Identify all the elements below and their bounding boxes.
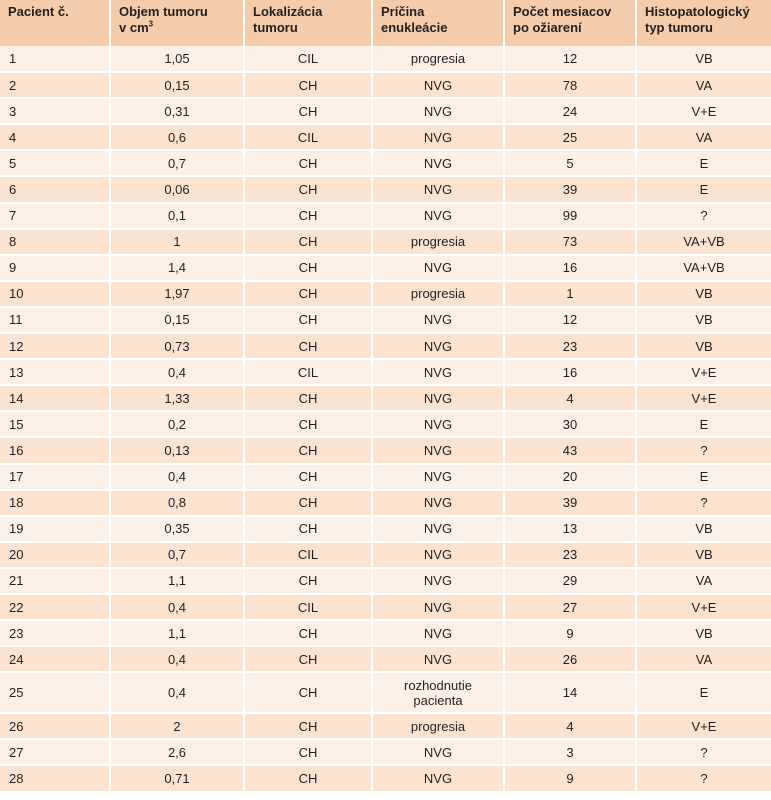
cell-mesiace: 27 <box>504 594 636 620</box>
table-row <box>0 594 771 620</box>
header-histo-line2: typ tumoru <box>645 20 713 35</box>
cell-pricina: NVG <box>372 739 504 765</box>
cell-objem: 1,1 <box>110 620 244 646</box>
cell-objem: 0,71 <box>110 765 244 791</box>
cell-pacient: 27 <box>0 739 110 765</box>
cell-typ: ? <box>636 437 771 463</box>
table-row <box>0 98 771 124</box>
cell-objem: 0,73 <box>110 333 244 359</box>
cell-pacient: 23 <box>0 620 110 646</box>
cell-pricina: NVG <box>372 765 504 791</box>
cell-lokalizacia: CH <box>244 713 372 739</box>
cell-lokalizacia: CH <box>244 464 372 490</box>
header-row <box>0 0 771 46</box>
header-lokalizacia-line1: Lokalizácia <box>253 4 323 19</box>
cell-mesiace: 24 <box>504 98 636 124</box>
cell-objem: 1 <box>110 229 244 255</box>
table-row <box>0 124 771 150</box>
cell-pricina: NVG <box>372 594 504 620</box>
cell-pricina: NVG <box>372 150 504 176</box>
cell-mesiace: 12 <box>504 46 636 72</box>
cell-typ: VB <box>636 46 771 72</box>
cell-pacient: 1 <box>0 46 110 72</box>
table-row <box>0 713 771 739</box>
cell-pacient: 12 <box>0 333 110 359</box>
cell-lokalizacia: CH <box>244 176 372 202</box>
cell-mesiace: 4 <box>504 385 636 411</box>
cell-objem: 1,1 <box>110 568 244 594</box>
cell-pricina: NVG <box>372 307 504 333</box>
cell-objem: 2 <box>110 713 244 739</box>
cell-pacient: 25 <box>0 672 110 713</box>
cell-mesiace: 43 <box>504 437 636 463</box>
cell-pricina: NVG <box>372 568 504 594</box>
cell-objem: 0,4 <box>110 594 244 620</box>
header-histo <box>636 0 771 46</box>
cell-typ: ? <box>636 490 771 516</box>
cell-mesiace: 25 <box>504 124 636 150</box>
cell-lokalizacia: CIL <box>244 542 372 568</box>
header-pocet-line1: Počet mesiacov <box>513 4 612 19</box>
cell-pacient: 6 <box>0 176 110 202</box>
header-pricina-line1: Príčina <box>381 4 425 19</box>
table-row <box>0 229 771 255</box>
cell-pricina: NVG <box>372 98 504 124</box>
cell-pricina: progresia <box>372 46 504 72</box>
cell-pricina: NVG <box>372 72 504 98</box>
header-pricina <box>372 0 504 46</box>
cell-mesiace: 39 <box>504 490 636 516</box>
cell-pricina: NVG <box>372 490 504 516</box>
table-row <box>0 464 771 490</box>
cell-pacient: 14 <box>0 385 110 411</box>
header-objem <box>110 0 244 46</box>
cell-mesiace: 4 <box>504 713 636 739</box>
cell-mesiace: 73 <box>504 229 636 255</box>
cell-objem: 0,15 <box>110 72 244 98</box>
cell-typ: VB <box>636 620 771 646</box>
cell-objem: 1,33 <box>110 385 244 411</box>
table-row <box>0 490 771 516</box>
cell-mesiace: 78 <box>504 72 636 98</box>
table-row <box>0 739 771 765</box>
table-row <box>0 72 771 98</box>
header-pacient-text: Pacient č. <box>8 4 69 19</box>
cell-pacient: 9 <box>0 255 110 281</box>
cell-typ: VB <box>636 516 771 542</box>
cell-lokalizacia: CH <box>244 98 372 124</box>
cell-pacient: 19 <box>0 516 110 542</box>
cell-objem: 0,6 <box>110 124 244 150</box>
cell-objem: 1,4 <box>110 255 244 281</box>
cell-mesiace: 23 <box>504 333 636 359</box>
cell-pricina: progresia <box>372 713 504 739</box>
cell-typ: ? <box>636 203 771 229</box>
cell-mesiace: 9 <box>504 765 636 791</box>
cell-mesiace: 99 <box>504 203 636 229</box>
cell-pacient: 17 <box>0 464 110 490</box>
cell-objem: 2,6 <box>110 739 244 765</box>
cell-pacient: 24 <box>0 646 110 672</box>
table-row <box>0 255 771 281</box>
cell-objem: 1,97 <box>110 281 244 307</box>
cell-lokalizacia: CH <box>244 568 372 594</box>
cell-lokalizacia: CH <box>244 255 372 281</box>
table-row <box>0 176 771 202</box>
table-row <box>0 765 771 791</box>
cell-typ: E <box>636 464 771 490</box>
cell-pricina: NVG <box>372 464 504 490</box>
cell-typ: VA <box>636 646 771 672</box>
cell-pricina: NVG <box>372 542 504 568</box>
cell-typ: VB <box>636 542 771 568</box>
cell-pacient: 5 <box>0 150 110 176</box>
cell-pacient: 10 <box>0 281 110 307</box>
table-header <box>0 0 771 46</box>
table-row <box>0 437 771 463</box>
cell-lokalizacia: CIL <box>244 359 372 385</box>
cell-objem: 0,31 <box>110 98 244 124</box>
cell-objem: 0,4 <box>110 646 244 672</box>
cell-mesiace: 29 <box>504 568 636 594</box>
cell-pacient: 13 <box>0 359 110 385</box>
cell-lokalizacia: CH <box>244 72 372 98</box>
cell-objem: 0,15 <box>110 307 244 333</box>
cell-pacient: 22 <box>0 594 110 620</box>
cell-typ: VB <box>636 307 771 333</box>
cell-lokalizacia: CH <box>244 150 372 176</box>
cell-lokalizacia: CIL <box>244 124 372 150</box>
cell-lokalizacia: CH <box>244 411 372 437</box>
header-objem-line1: Objem tumoru <box>119 4 208 19</box>
header-objem-line2: v cm <box>119 20 149 35</box>
cell-pacient: 16 <box>0 437 110 463</box>
cell-pricina: rozhodnutie pacienta <box>372 672 504 713</box>
cell-mesiace: 12 <box>504 307 636 333</box>
cell-pricina: NVG <box>372 516 504 542</box>
cell-objem: 0,4 <box>110 672 244 713</box>
cell-typ: V+E <box>636 594 771 620</box>
cell-objem: 0,1 <box>110 203 244 229</box>
cell-objem: 0,2 <box>110 411 244 437</box>
cell-pricina: NVG <box>372 359 504 385</box>
table-row <box>0 307 771 333</box>
cell-typ: V+E <box>636 359 771 385</box>
cell-pricina: progresia <box>372 229 504 255</box>
cell-typ: V+E <box>636 713 771 739</box>
cell-pricina: NVG <box>372 437 504 463</box>
header-lokalizacia-line2: tumoru <box>253 20 298 35</box>
cell-typ: VA+VB <box>636 229 771 255</box>
header-histo-line1: Histopatologický <box>645 4 750 19</box>
cell-pricina: NVG <box>372 203 504 229</box>
cell-pacient: 26 <box>0 713 110 739</box>
cell-mesiace: 23 <box>504 542 636 568</box>
table-row <box>0 568 771 594</box>
cell-pacient: 2 <box>0 72 110 98</box>
cell-pricina: NVG <box>372 255 504 281</box>
cell-pacient: 4 <box>0 124 110 150</box>
cell-pricina: NVG <box>372 385 504 411</box>
table-row <box>0 203 771 229</box>
table-row <box>0 411 771 437</box>
cell-objem: 1,05 <box>110 46 244 72</box>
cell-mesiace: 3 <box>504 739 636 765</box>
cell-lokalizacia: CIL <box>244 594 372 620</box>
cell-pacient: 11 <box>0 307 110 333</box>
cell-lokalizacia: CH <box>244 307 372 333</box>
cell-typ: V+E <box>636 98 771 124</box>
table-row <box>0 150 771 176</box>
cell-mesiace: 5 <box>504 150 636 176</box>
cell-pacient: 15 <box>0 411 110 437</box>
table-row <box>0 46 771 72</box>
cell-pacient: 8 <box>0 229 110 255</box>
cell-mesiace: 39 <box>504 176 636 202</box>
table-row <box>0 672 771 713</box>
cell-lokalizacia: CH <box>244 281 372 307</box>
cell-pricina: NVG <box>372 620 504 646</box>
cell-typ: E <box>636 150 771 176</box>
cell-typ: V+E <box>636 385 771 411</box>
cell-lokalizacia: CH <box>244 333 372 359</box>
cell-typ: VA <box>636 72 771 98</box>
cell-pricina: NVG <box>372 176 504 202</box>
cell-pricina: progresia <box>372 281 504 307</box>
cell-objem: 0,4 <box>110 464 244 490</box>
cell-lokalizacia: CH <box>244 516 372 542</box>
cell-mesiace: 9 <box>504 620 636 646</box>
cell-typ: VA+VB <box>636 255 771 281</box>
cell-lokalizacia: CH <box>244 646 372 672</box>
cell-lokalizacia: CH <box>244 437 372 463</box>
cell-pacient: 18 <box>0 490 110 516</box>
header-lokalizacia <box>244 0 372 46</box>
header-pacient <box>0 0 110 46</box>
header-objem-sup: 3 <box>148 19 154 29</box>
cell-lokalizacia: CH <box>244 672 372 713</box>
cell-objem: 0,13 <box>110 437 244 463</box>
table-row <box>0 542 771 568</box>
table-row <box>0 516 771 542</box>
cell-lokalizacia: CH <box>244 385 372 411</box>
table-row <box>0 359 771 385</box>
header-pricina-line2: enukleácie <box>381 20 448 35</box>
table-body <box>0 46 771 792</box>
cell-typ: VB <box>636 333 771 359</box>
cell-typ: VA <box>636 568 771 594</box>
cell-mesiace: 20 <box>504 464 636 490</box>
cell-objem: 0,8 <box>110 490 244 516</box>
cell-typ: VA <box>636 124 771 150</box>
cell-pricina: NVG <box>372 411 504 437</box>
cell-lokalizacia: CH <box>244 739 372 765</box>
cell-pricina: NVG <box>372 124 504 150</box>
cell-objem: 0,4 <box>110 359 244 385</box>
cell-mesiace: 14 <box>504 672 636 713</box>
table-row <box>0 333 771 359</box>
table-row <box>0 385 771 411</box>
cell-pacient: 28 <box>0 765 110 791</box>
cell-mesiace: 30 <box>504 411 636 437</box>
cell-lokalizacia: CH <box>244 620 372 646</box>
cell-lokalizacia: CH <box>244 490 372 516</box>
cell-mesiace: 16 <box>504 255 636 281</box>
cell-objem: 0,06 <box>110 176 244 202</box>
cell-objem: 0,7 <box>110 150 244 176</box>
table-row <box>0 620 771 646</box>
cell-pricina: NVG <box>372 333 504 359</box>
cell-lokalizacia: CIL <box>244 46 372 72</box>
cell-pricina: NVG <box>372 646 504 672</box>
cell-typ: ? <box>636 739 771 765</box>
cell-pacient: 3 <box>0 98 110 124</box>
cell-typ: E <box>636 672 771 713</box>
cell-pacient: 21 <box>0 568 110 594</box>
cell-objem: 0,35 <box>110 516 244 542</box>
cell-lokalizacia: CH <box>244 229 372 255</box>
cell-mesiace: 16 <box>504 359 636 385</box>
cell-mesiace: 13 <box>504 516 636 542</box>
cell-typ: E <box>636 176 771 202</box>
cell-mesiace: 26 <box>504 646 636 672</box>
cell-lokalizacia: CH <box>244 203 372 229</box>
cell-typ: ? <box>636 765 771 791</box>
cell-lokalizacia: CH <box>244 765 372 791</box>
cell-pacient: 7 <box>0 203 110 229</box>
header-pocet <box>504 0 636 46</box>
table-row <box>0 281 771 307</box>
header-pocet-line2: po ožiarení <box>513 20 582 35</box>
cell-mesiace: 1 <box>504 281 636 307</box>
table-row <box>0 646 771 672</box>
cell-typ: VB <box>636 281 771 307</box>
cell-objem: 0,7 <box>110 542 244 568</box>
cell-pacient: 20 <box>0 542 110 568</box>
cell-typ: E <box>636 411 771 437</box>
